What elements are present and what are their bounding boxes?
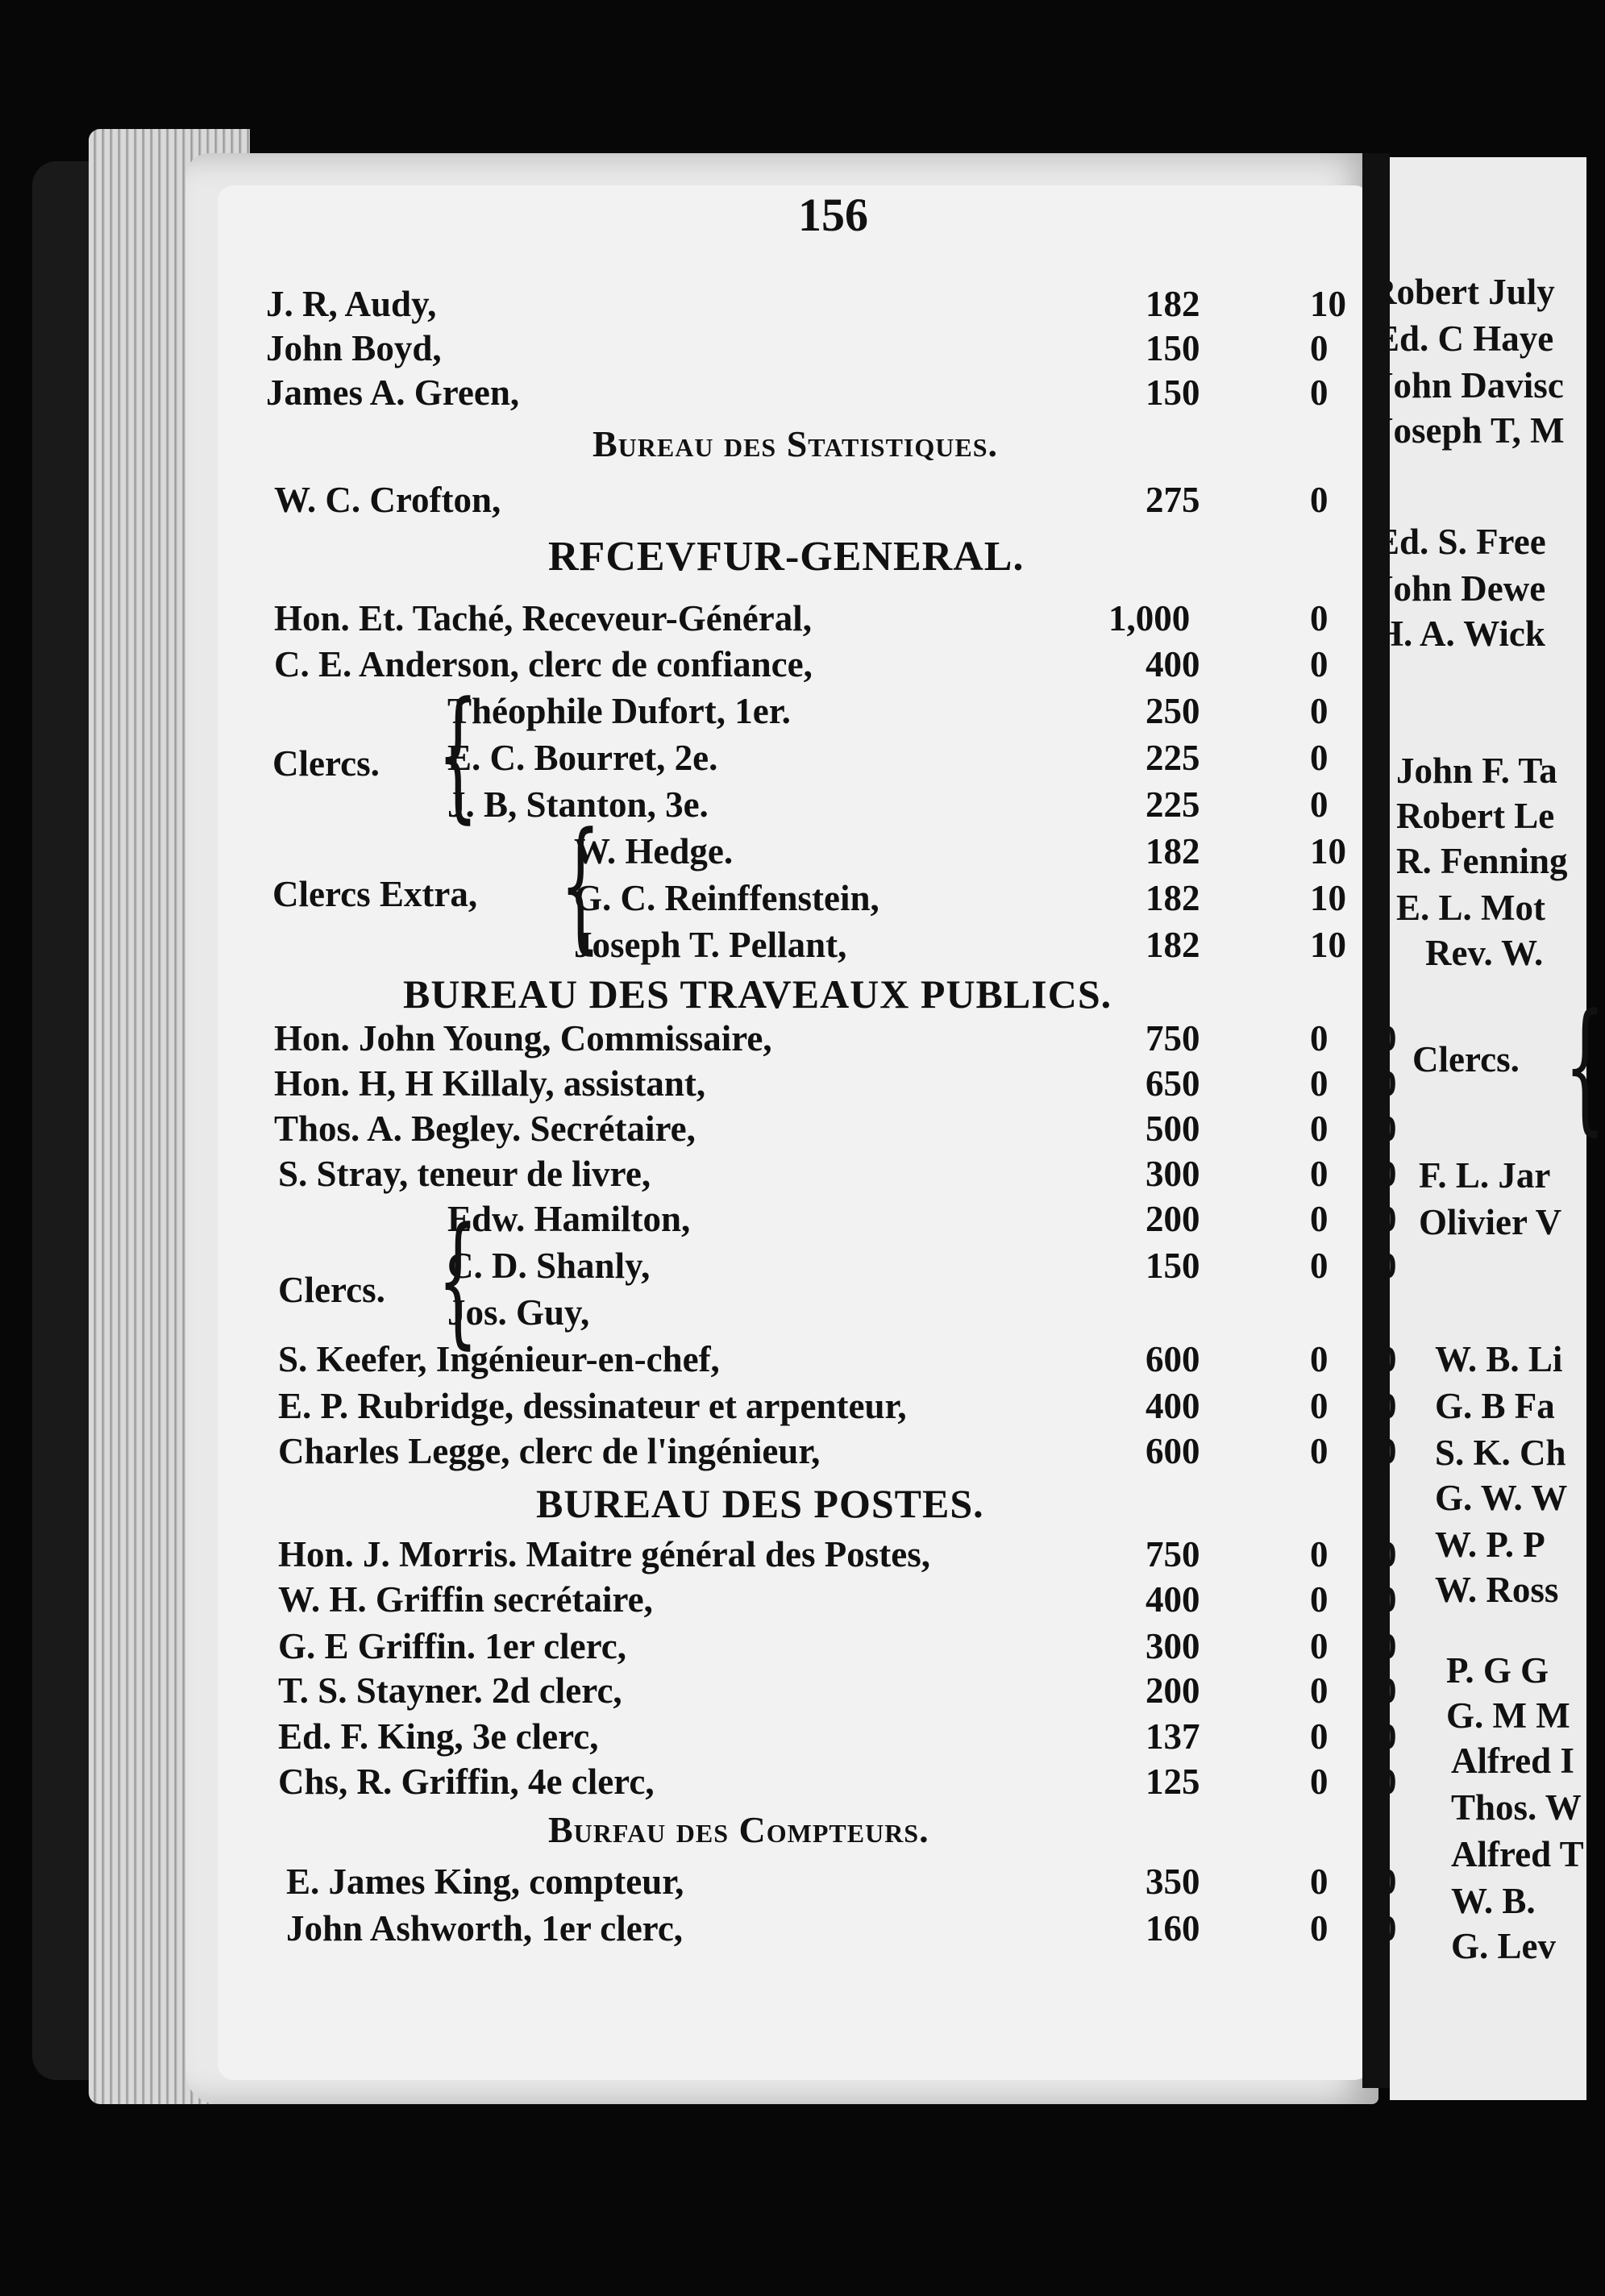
entry-amount-v1: 300 — [1146, 1154, 1200, 1194]
entry-amount-v2: 10 — [1310, 925, 1346, 965]
entry-amount-v2: 10 — [1310, 878, 1346, 918]
entry-amount-v2: 0 — [1310, 1579, 1328, 1620]
right-page-entry: F. L. Jar — [1419, 1155, 1551, 1196]
entry-name: John Ashworth, 1er clerc, — [286, 1908, 684, 1949]
entry-amount-v2: 0 — [1310, 1431, 1328, 1471]
right-page-entry: W. P. P — [1435, 1524, 1545, 1565]
entry-name: Ed. F. King, 3e clerc, — [278, 1716, 599, 1757]
entry-name: Joseph T. Pellant, — [574, 925, 847, 965]
entry-amount-v1: 750 — [1146, 1018, 1200, 1059]
entry-name: Hon. J. Morris. Maitre général des Postes, — [278, 1534, 930, 1574]
entry-amount-v3: 0 — [1378, 1063, 1397, 1104]
entry-amount-v2: 0 — [1310, 328, 1328, 368]
entry-amount-v2: 0 — [1310, 1199, 1328, 1239]
right-page-entry: G. W. W — [1435, 1478, 1568, 1518]
section-heading: BUREAU DES TRAVEAUX PUBLICS. — [403, 971, 1112, 1017]
entry-amount-v1: 200 — [1146, 1199, 1200, 1239]
right-page-entry: G. B Fa — [1435, 1386, 1555, 1426]
right-page-entry: Robert Le — [1396, 796, 1555, 836]
entry-amount-v1: 350 — [1146, 1861, 1200, 1902]
right-page-entry: W. Ross — [1435, 1570, 1559, 1610]
entry-amount-v3: 0 — [1378, 1579, 1397, 1620]
entry-amount-v2: 0 — [1310, 1246, 1328, 1286]
page-number: 156 — [798, 189, 868, 241]
right-page-entry: G. Lev — [1451, 1926, 1556, 1966]
right-page-entry: John F. Ta — [1396, 751, 1557, 791]
entry-name: S. Keefer, Ingénieur-en-chef, — [278, 1339, 720, 1379]
section-heading: Bureau des Statistiques. — [593, 423, 999, 464]
right-page-entry: E. L. Mot — [1396, 888, 1545, 928]
entry-name: James A. Green, — [266, 372, 520, 413]
right-page-entry: P. G G — [1446, 1650, 1549, 1691]
entry-amount-v1: 250 — [1146, 691, 1200, 731]
entry-amount-v2: 0 — [1310, 644, 1328, 684]
entry-name: G. E Griffin. 1er clerc, — [278, 1626, 626, 1666]
entry-amount-v2: 0 — [1310, 1626, 1328, 1666]
right-page-entry: W. B. — [1451, 1881, 1536, 1921]
entry-amount-v2: 0 — [1310, 738, 1328, 778]
entry-amount-v1: 200 — [1146, 1670, 1200, 1711]
entry-amount-v2: 0 — [1310, 1154, 1328, 1194]
entry-amount-v3: 0 — [1378, 1762, 1397, 1802]
entry-amount-v3: 0 — [1378, 1534, 1397, 1574]
entry-amount-v2: 0 — [1310, 372, 1328, 413]
entry-name: G. C. Reinffenstein, — [574, 878, 879, 918]
entry-amount-v2: 0 — [1310, 691, 1328, 731]
entry-amount-v1: 125 — [1146, 1762, 1200, 1802]
entry-amount-v1: 400 — [1146, 1386, 1200, 1426]
right-page-entry: Rev. W. — [1425, 933, 1544, 973]
entry-name: E. C. Bourret, 2e. — [447, 738, 718, 778]
entry-amount-v1: 182 — [1146, 831, 1200, 871]
entry-name: John Boyd, — [266, 328, 442, 368]
right-page-entry: John Davisc — [1375, 365, 1564, 406]
entry-amount-v3: 0 — [1378, 1199, 1397, 1239]
entry-name: Edw. Hamilton, — [447, 1199, 691, 1239]
entry-amount-v3: 0 — [1378, 1386, 1397, 1426]
entry-amount-v1: 400 — [1146, 644, 1200, 684]
entry-amount-v3: 0 — [1378, 1716, 1397, 1757]
entry-amount-v2: 0 — [1310, 1861, 1328, 1902]
entry-name: W. Hedge. — [574, 831, 734, 871]
entry-amount-v2: 10 — [1310, 831, 1346, 871]
entry-amount-v2: 0 — [1310, 1670, 1328, 1711]
right-page-entry: Thos. W — [1451, 1787, 1582, 1828]
entry-amount-v1: 182 — [1146, 284, 1200, 324]
entry-name: Jos. Guy, — [447, 1292, 590, 1333]
entry-amount-v1: 225 — [1146, 784, 1200, 825]
entry-amount-v1: 182 — [1146, 925, 1200, 965]
entry-name: Thos. A. Begley. Secrétaire, — [274, 1108, 696, 1149]
right-page-entry: S. K. Ch — [1435, 1433, 1566, 1473]
entry-amount-v1: 182 — [1146, 878, 1200, 918]
right-page-entry: H. A. Wick — [1375, 614, 1545, 654]
entry-amount-v2: 0 — [1310, 480, 1328, 520]
entry-name: E. James King, compteur, — [286, 1861, 684, 1902]
entry-name: W. H. Griffin secrétaire, — [278, 1579, 653, 1620]
entry-name: J. B, Stanton, 3e. — [447, 784, 709, 825]
right-page-entry: R. Fenning — [1396, 841, 1568, 881]
entry-name: Charles Legge, clerc de l'ingénieur, — [278, 1431, 821, 1471]
entry-amount-v1: 300 — [1146, 1626, 1200, 1666]
entry-amount-v3: 0 — [1378, 1154, 1397, 1194]
group-label-clercs-2: Clercs. — [278, 1270, 385, 1310]
entry-amount-v3: 0 — [1378, 1246, 1397, 1286]
entry-amount-v2: 0 — [1310, 1762, 1328, 1802]
entry-amount-v1: 750 — [1146, 1534, 1200, 1574]
entry-name: Hon. Et. Taché, Receveur-Général, — [274, 598, 812, 638]
right-page-entry: G. M M — [1446, 1695, 1570, 1736]
entry-amount-v3: 0 — [1378, 1018, 1397, 1059]
section-heading: BUREAU DES POSTES. — [536, 1481, 984, 1526]
entry-name: S. Stray, teneur de livre, — [278, 1154, 651, 1194]
entry-name: J. R, Audy, — [266, 284, 437, 324]
entry-amount-v1: 160 — [1146, 1908, 1200, 1949]
entry-amount-v2: 0 — [1310, 1018, 1328, 1059]
entry-amount-v2: 0 — [1310, 1063, 1328, 1104]
right-page-entry: Ed. S. Free — [1375, 522, 1546, 562]
right-page-entry: W. B. Li — [1435, 1339, 1563, 1379]
entry-name: Chs, R. Griffin, 4e clerc, — [278, 1762, 655, 1802]
entry-amount-v1: 600 — [1146, 1431, 1200, 1471]
entry-name: W. C. Crofton, — [274, 480, 501, 520]
entry-amount-v3: 0 — [1378, 1670, 1397, 1711]
entry-name: Hon. H, H Killaly, assistant, — [274, 1063, 706, 1104]
entry-name: C. D. Shanly, — [447, 1246, 651, 1286]
entry-amount-v2: 0 — [1310, 1108, 1328, 1149]
entry-name: Hon. John Young, Commissaire, — [274, 1018, 772, 1059]
entry-amount-v2: 0 — [1310, 1534, 1328, 1574]
entry-amount-v1: 600 — [1146, 1339, 1200, 1379]
section-heading: Burfau des Compteurs. — [548, 1809, 929, 1850]
right-page-entry: Olivier V — [1419, 1202, 1562, 1242]
entry-amount-v3: 0 — [1378, 1431, 1397, 1471]
entry-amount-v2: 10 — [1310, 284, 1346, 324]
entry-amount-v1: 500 — [1146, 1108, 1200, 1149]
brace-right-clercs: { — [1564, 984, 1605, 1149]
entry-amount-v3: 0 — [1378, 1861, 1397, 1902]
section-heading: RFCEVFUR-GENERAL. — [548, 534, 1025, 580]
right-page-entry: Robert July — [1370, 272, 1555, 312]
entry-name: E. P. Rubridge, dessinateur et arpenteur, — [278, 1386, 907, 1426]
entry-amount-v1: 400 — [1146, 1579, 1200, 1620]
entry-amount-v3: 0 — [1378, 1108, 1397, 1149]
group-label-clercs-1: Clercs. — [272, 743, 380, 784]
entry-amount-v1: 150 — [1146, 328, 1200, 368]
entry-amount-v3: 0 — [1378, 1339, 1397, 1379]
entry-amount-v2: 0 — [1310, 598, 1328, 638]
right-page-entry: John Dewe — [1375, 568, 1546, 609]
entry-amount-v1: 137 — [1146, 1716, 1200, 1757]
entry-amount-v1: 1,000 — [1108, 598, 1191, 638]
entry-name: Théophile Dufort, 1er. — [447, 691, 791, 731]
entry-amount-v1: 650 — [1146, 1063, 1200, 1104]
brace-clercs-1: { — [437, 672, 479, 837]
right-page-entry: Alfred I — [1451, 1741, 1574, 1781]
right-page-entry: Ed. C Haye — [1375, 318, 1554, 359]
entry-amount-v2: 0 — [1310, 1386, 1328, 1426]
entry-amount-v1: 150 — [1146, 372, 1200, 413]
brace-clercs-extra: { — [559, 802, 601, 967]
entry-amount-v1: 275 — [1146, 480, 1200, 520]
entry-name: T. S. Stayner. 2d clerc, — [278, 1670, 622, 1711]
entry-amount-v3: 0 — [1378, 1908, 1397, 1949]
entry-amount-v1: 225 — [1146, 738, 1200, 778]
entry-amount-v2: 0 — [1310, 1716, 1328, 1757]
entry-amount-v3: 0 — [1378, 1626, 1397, 1666]
group-label-clercs-extra: Clercs Extra, — [272, 874, 478, 914]
entry-amount-v2: 0 — [1310, 1339, 1328, 1379]
right-page-entry: Clercs. — [1412, 1039, 1520, 1079]
right-page-entry: Alfred T — [1451, 1834, 1584, 1874]
entry-amount-v1: 150 — [1146, 1246, 1200, 1286]
right-page-entry: Joseph T, M — [1375, 410, 1565, 451]
entry-amount-v2: 0 — [1310, 784, 1328, 825]
entry-name: C. E. Anderson, clerc de confiance, — [274, 644, 813, 684]
entry-amount-v2: 0 — [1310, 1908, 1328, 1949]
brace-clercs-2: { — [437, 1197, 479, 1362]
